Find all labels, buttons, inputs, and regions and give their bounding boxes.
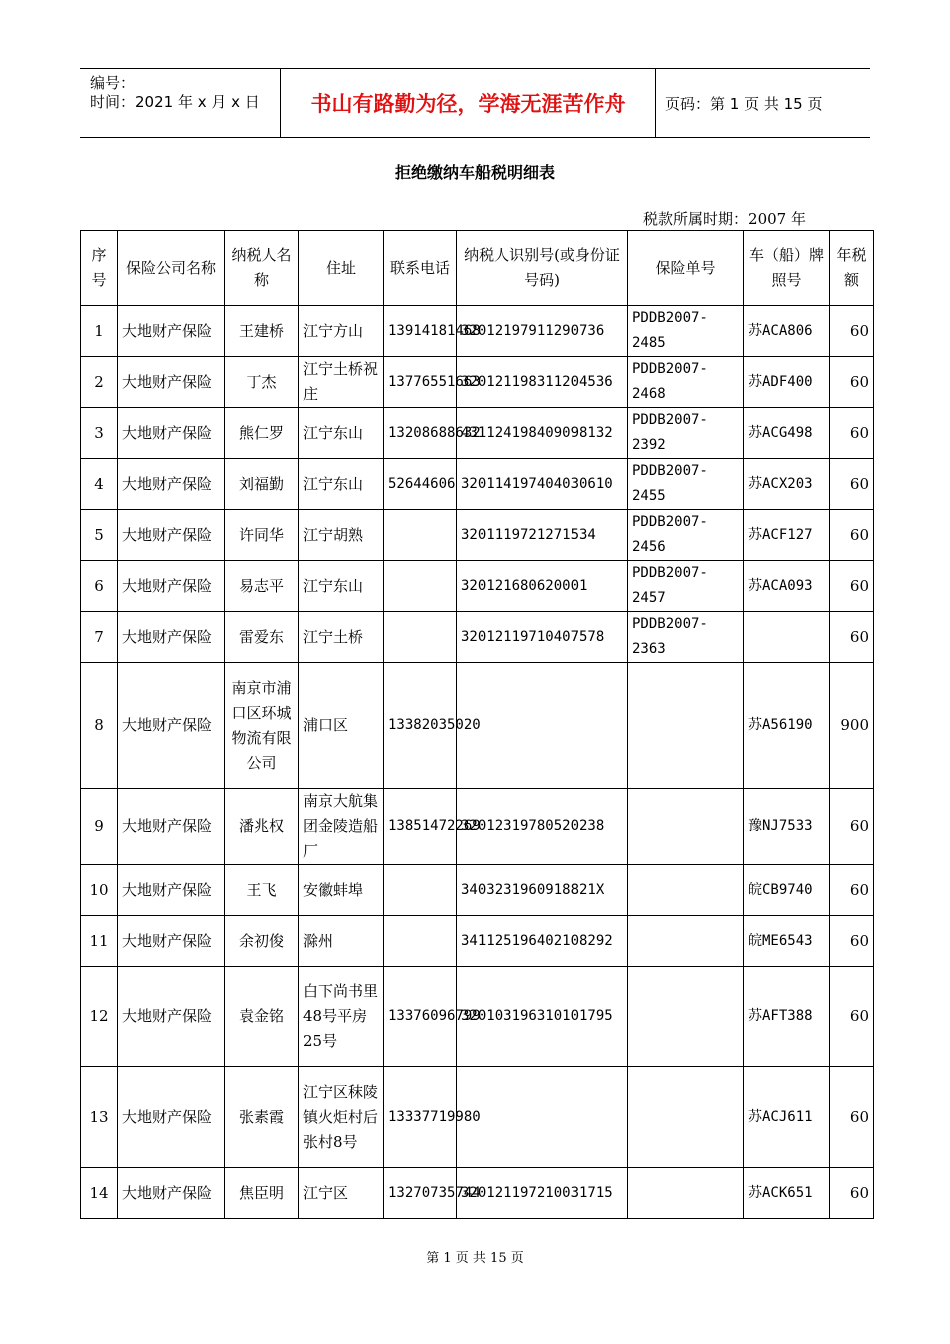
cell-address: 江宁区 — [299, 1168, 384, 1219]
cell-address: 江宁土桥祝庄 — [299, 357, 384, 408]
cell-plate: 苏ACK651 — [744, 1168, 830, 1219]
cell-phone — [384, 510, 457, 561]
cell-taxpayer-name: 丁杰 — [225, 357, 299, 408]
cell-annual-tax: 60 — [830, 916, 874, 967]
cell-annual-tax: 60 — [830, 789, 874, 865]
cell-annual-tax: 60 — [830, 1168, 874, 1219]
cell-phone — [384, 612, 457, 663]
cell-taxpayer-id: 32012319780520238 — [457, 789, 628, 865]
cell-address: 滁州 — [299, 916, 384, 967]
table-row — [81, 306, 874, 357]
cell-company: 大地财产保险 — [118, 510, 225, 561]
cell-address: 浦口区 — [299, 663, 384, 789]
cell-plate: 苏ACA093 — [744, 561, 830, 612]
cell-plate: 皖CB9740 — [744, 865, 830, 916]
tax-period: 税款所属时期：2007 年 — [643, 210, 806, 228]
doc-number-label: 编号： — [90, 74, 136, 92]
cell-taxpayer-id — [457, 663, 628, 789]
table-row — [81, 789, 874, 865]
cell-no: 9 — [81, 789, 118, 865]
cell-taxpayer-name: 许同华 — [225, 510, 299, 561]
header-page-info: 页码：第 1 页 共 15 页 — [665, 94, 823, 113]
cell-company: 大地财产保险 — [118, 967, 225, 1067]
cell-no: 6 — [81, 561, 118, 612]
cell-taxpayer-name: 潘兆权 — [225, 789, 299, 865]
col-header-tax: 年税额 — [830, 231, 874, 306]
cell-phone: 13208688632 — [384, 408, 457, 459]
cell-no: 7 — [81, 612, 118, 663]
cell-taxpayer-name: 熊仁罗 — [225, 408, 299, 459]
col-header-plate: 车（船）牌照号 — [744, 231, 830, 306]
cell-address: 江宁东山 — [299, 561, 384, 612]
cell-plate: 苏ACF127 — [744, 510, 830, 561]
cell-no: 5 — [81, 510, 118, 561]
cell-taxpayer-id: 32012119710407578 — [457, 612, 628, 663]
table-row — [81, 357, 874, 408]
cell-policy-no — [628, 1067, 744, 1168]
cell-policy-no — [628, 789, 744, 865]
cell-address: 江宁胡熟 — [299, 510, 384, 561]
cell-company: 大地财产保险 — [118, 357, 225, 408]
table-row — [81, 408, 874, 459]
cell-annual-tax: 60 — [830, 408, 874, 459]
cell-phone: 52644606 — [384, 459, 457, 510]
cell-taxpayer-name: 刘福勤 — [225, 459, 299, 510]
cell-policy-no: PDDB2007-2485 — [628, 306, 744, 357]
cell-company: 大地财产保险 — [118, 408, 225, 459]
col-header-no: 序号 — [81, 231, 118, 306]
table-row — [81, 967, 874, 1067]
cell-phone: 13270735744 — [384, 1168, 457, 1219]
col-header-id: 纳税人识别号(或身份证号码) — [457, 231, 628, 306]
cell-address: 江宁区秣陵镇火炬村后张村8号 — [299, 1067, 384, 1168]
cell-annual-tax: 60 — [830, 967, 874, 1067]
header-meta — [80, 69, 280, 137]
cell-plate: 苏ADF400 — [744, 357, 830, 408]
cell-taxpayer-id: 341125196402108292 — [457, 916, 628, 967]
cell-no: 13 — [81, 1067, 118, 1168]
cell-no: 12 — [81, 967, 118, 1067]
cell-taxpayer-name: 袁金铭 — [225, 967, 299, 1067]
cell-company: 大地财产保险 — [118, 561, 225, 612]
cell-company: 大地财产保险 — [118, 1067, 225, 1168]
cell-company: 大地财产保险 — [118, 459, 225, 510]
cell-phone: 13776551663 — [384, 357, 457, 408]
cell-taxpayer-name: 张素霞 — [225, 1067, 299, 1168]
cell-phone: 13337719980 — [384, 1067, 457, 1168]
cell-plate: 苏ACJ611 — [744, 1067, 830, 1168]
cell-taxpayer-id: 320114197404030610 — [457, 459, 628, 510]
cell-annual-tax: 60 — [830, 865, 874, 916]
cell-annual-tax: 60 — [830, 612, 874, 663]
cell-taxpayer-name: 南京市浦口区环城物流有限公司 — [225, 663, 299, 789]
cell-plate: 苏ACA806 — [744, 306, 830, 357]
cell-address: 白下尚书里48号平房25号 — [299, 967, 384, 1067]
cell-company: 大地财产保险 — [118, 1168, 225, 1219]
cell-address: 江宁方山 — [299, 306, 384, 357]
cell-plate — [744, 612, 830, 663]
cell-address: 江宁东山 — [299, 408, 384, 459]
table-row — [81, 459, 874, 510]
cell-plate: 苏AFT388 — [744, 967, 830, 1067]
col-header-address: 住址 — [299, 231, 384, 306]
cell-address: 江宁土桥 — [299, 612, 384, 663]
cell-taxpayer-name: 王建桥 — [225, 306, 299, 357]
cell-plate: 豫NJ7533 — [744, 789, 830, 865]
cell-company: 大地财产保险 — [118, 612, 225, 663]
cell-taxpayer-id: 320121197210031715 — [457, 1168, 628, 1219]
table-row — [81, 1168, 874, 1219]
cell-no: 2 — [81, 357, 118, 408]
table-header-row — [81, 231, 874, 306]
col-header-name: 纳税人名称 — [225, 231, 299, 306]
page-header — [80, 68, 870, 138]
page-footer: 第 1 页 共 15 页 — [426, 1251, 524, 1266]
header-motto: 书山有路勤为径，学海无涯苦作舟 — [280, 69, 656, 137]
col-header-phone: 联系电话 — [384, 231, 457, 306]
table-row — [81, 663, 874, 789]
cell-taxpayer-id: 320103196310101795 — [457, 967, 628, 1067]
cell-policy-no — [628, 663, 744, 789]
cell-no: 3 — [81, 408, 118, 459]
cell-phone: 13851472269 — [384, 789, 457, 865]
cell-company: 大地财产保险 — [118, 306, 225, 357]
table-row — [81, 916, 874, 967]
cell-taxpayer-id: 431124198409098132 — [457, 408, 628, 459]
cell-plate: 苏ACX203 — [744, 459, 830, 510]
cell-policy-no: PDDB2007-2455 — [628, 459, 744, 510]
cell-company: 大地财产保险 — [118, 865, 225, 916]
cell-taxpayer-name: 易志平 — [225, 561, 299, 612]
cell-taxpayer-id: 320121198311204536 — [457, 357, 628, 408]
cell-annual-tax: 60 — [830, 306, 874, 357]
cell-annual-tax: 60 — [830, 1067, 874, 1168]
cell-policy-no: PDDB2007-2392 — [628, 408, 744, 459]
cell-plate: 皖ME6543 — [744, 916, 830, 967]
document-title: 拒绝缴纳车船税明细表 — [394, 163, 555, 182]
col-header-company: 保险公司名称 — [118, 231, 225, 306]
cell-company: 大地财产保险 — [118, 663, 225, 789]
cell-policy-no: PDDB2007-2363 — [628, 612, 744, 663]
cell-phone — [384, 865, 457, 916]
cell-no: 8 — [81, 663, 118, 789]
cell-policy-no: PDDB2007-2456 — [628, 510, 744, 561]
cell-policy-no — [628, 1168, 744, 1219]
cell-taxpayer-id: 3403231960918821X — [457, 865, 628, 916]
cell-address: 江宁东山 — [299, 459, 384, 510]
cell-phone: 13914181468 — [384, 306, 457, 357]
cell-taxpayer-id — [457, 1067, 628, 1168]
cell-taxpayer-id: 32012197911290736 — [457, 306, 628, 357]
cell-taxpayer-name: 雷爱东 — [225, 612, 299, 663]
cell-policy-no: PDDB2007-2457 — [628, 561, 744, 612]
cell-policy-no — [628, 865, 744, 916]
table-row — [81, 865, 874, 916]
cell-address: 南京大航集团金陵造船厂 — [299, 789, 384, 865]
doc-time-label: 时间：2021 年 x 月 x 日 — [90, 93, 260, 111]
table-row — [81, 561, 874, 612]
cell-taxpayer-name: 焦臣明 — [225, 1168, 299, 1219]
cell-taxpayer-name: 王飞 — [225, 865, 299, 916]
cell-annual-tax: 60 — [830, 357, 874, 408]
cell-phone: 13376096799 — [384, 967, 457, 1067]
cell-plate: 苏ACG498 — [744, 408, 830, 459]
table-row — [81, 1067, 874, 1168]
cell-phone: 13382035020 — [384, 663, 457, 789]
cell-annual-tax: 900 — [830, 663, 874, 789]
cell-taxpayer-id: 320121680620001 — [457, 561, 628, 612]
cell-annual-tax: 60 — [830, 459, 874, 510]
cell-annual-tax: 60 — [830, 561, 874, 612]
cell-company: 大地财产保险 — [118, 789, 225, 865]
cell-phone — [384, 561, 457, 612]
cell-plate: 苏A56190 — [744, 663, 830, 789]
cell-no: 14 — [81, 1168, 118, 1219]
cell-no: 4 — [81, 459, 118, 510]
cell-taxpayer-id: 3201119721271534 — [457, 510, 628, 561]
cell-taxpayer-name: 余初俊 — [225, 916, 299, 967]
table-row — [81, 510, 874, 561]
cell-no: 11 — [81, 916, 118, 967]
cell-no: 10 — [81, 865, 118, 916]
cell-no: 1 — [81, 306, 118, 357]
table-row — [81, 612, 874, 663]
cell-phone — [384, 916, 457, 967]
tax-detail-table — [80, 230, 874, 1219]
col-header-policy: 保险单号 — [628, 231, 744, 306]
cell-company: 大地财产保险 — [118, 916, 225, 967]
cell-address: 安徽蚌埠 — [299, 865, 384, 916]
cell-annual-tax: 60 — [830, 510, 874, 561]
cell-policy-no: PDDB2007-2468 — [628, 357, 744, 408]
cell-policy-no — [628, 916, 744, 967]
cell-policy-no — [628, 967, 744, 1067]
